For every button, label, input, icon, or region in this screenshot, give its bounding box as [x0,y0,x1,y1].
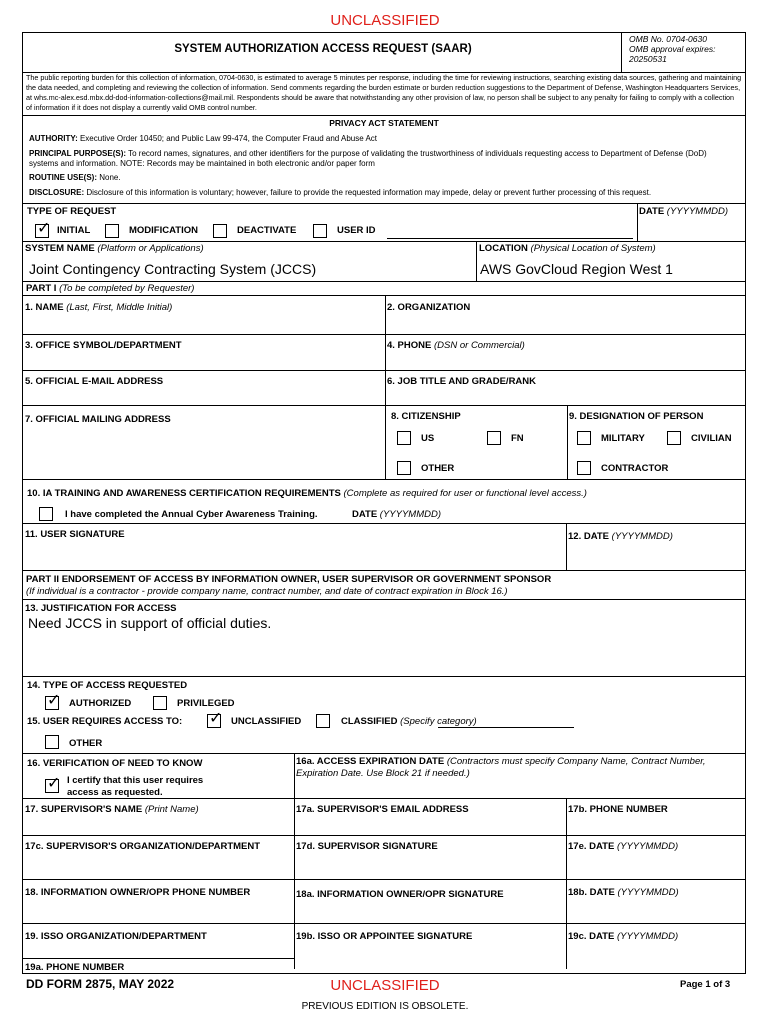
initial-label: INITIAL [57,225,91,236]
form-number: DD FORM 2875, MAY 2022 [26,977,175,991]
modification-label: MODIFICATION [129,225,198,236]
authorized-label: AUTHORIZED [69,698,132,709]
contractor-label: CONTRACTOR [601,463,669,474]
omb-number: OMB No. 0704-0630 [629,34,707,44]
user-sig-date-label: 12. DATE (YYYYMMDD) [568,531,673,542]
mailing-address-label: 7. OFFICIAL MAILING ADDRESS [25,414,171,425]
isso-org-label: 19. ISSO ORGANIZATION/DEPARTMENT [25,931,207,942]
form-title: SYSTEM AUTHORIZATION ACCESS REQUEST (SAAR) [174,43,472,55]
part1-heading: PART I (To be completed by Requester) [26,283,195,294]
privileged-label: PRIVILEGED [177,698,235,709]
modification-checkbox[interactable] [105,224,119,238]
io-phone-label: 18. INFORMATION OWNER/OPR PHONE NUMBER [25,887,251,898]
job-title-label: 6. JOB TITLE AND GRADE/RANK [387,376,537,387]
check-icon: ✓ [37,220,51,237]
ia-date-label: DATE (YYYYMMDD) [352,509,442,520]
user-signature-label: 11. USER SIGNATURE [25,529,125,540]
privacy-heading: PRIVACY ACT STATEMENT [329,118,439,128]
classified-label: CLASSIFIED (Specify category) [341,716,477,727]
name-label: 1. NAME (Last, First, Middle Initial) [25,302,173,313]
authorized-checkbox[interactable] [45,692,61,710]
fn-label: FN [511,433,524,444]
part2-subheading: (If individual is a contractor - provide company name, contract number, and date of contract expiration in Block 16.) [26,586,508,597]
authority-text: AUTHORITY: Executive Order 10450; and Public Law 99-474, the Computer Fraud and Abuse Act [29,134,378,143]
ia-training-label: 10. IA TRAINING AND AWARENESS CERTIFICATION REQUIREMENTS (Complete as required for user or functional level access.) [27,488,587,499]
citizenship-label: 8. CITIZENSHIP [391,411,461,422]
supervisor-name-label: 17. SUPERVISOR'S NAME (Print Name) [25,804,199,815]
saar-form [22,32,746,974]
civilian-checkbox[interactable] [667,431,681,445]
other-access-checkbox[interactable] [45,735,59,749]
location-label: LOCATION (Physical Location of System) [479,243,656,254]
initial-checkbox[interactable] [35,220,51,238]
civilian-label: CIVILIAN [691,433,732,444]
deactivate-checkbox[interactable] [213,224,227,238]
supervisor-org-label: 17c. SUPERVISOR'S ORGANIZATION/DEPARTMENT [25,841,261,852]
page-number: Page 1 of 3 [680,979,731,990]
part2-heading: PART II ENDORSEMENT OF ACCESS BY INFORMATION OWNER, USER SUPERVISOR OR GOVERNMENT SPONSOR [26,574,552,585]
ia-training-checkbox[interactable] [39,507,53,521]
ia-training-completed: I have completed the Annual Cyber Awareness Training. [65,509,318,520]
expiration-hint: Expiration Date. Use Block 21 if needed.) [296,768,470,779]
disclosure-text: DISCLOSURE: Disclosure of this information is voluntary; however, failure to provide the requested information may impede, delay or prevent further processing of this request. [29,188,652,197]
classification-top: UNCLASSIFIED [330,12,440,29]
userid-label: USER ID [337,225,376,236]
certify-text: I certify that this user requires [67,775,204,786]
classified-line [438,727,574,728]
location-value[interactable]: AWS GovCloud Region West 1 [480,261,673,277]
purpose-text: PRINCIPAL PURPOSE(S): To record names, signatures, and other identifiers for the purpose of validating the trustworthiness of individuals requesting access to Department of Defense (DoD) systems and information. NOTE: Records may be maintained in both electronic and/or paper form [29,149,707,168]
classification-bottom: UNCLASSIFIED [330,977,440,994]
requires-access-label: 15. USER REQUIRES ACCESS TO: [27,716,183,727]
office-label: 3. OFFICE SYMBOL/DEPARTMENT [25,340,182,351]
privileged-checkbox[interactable] [153,696,167,710]
system-name-label: SYSTEM NAME (Platform or Applications) [25,243,204,254]
unclassified-label: UNCLASSIFIED [231,716,302,727]
classified-checkbox[interactable] [316,714,330,728]
check-icon: ✓ [47,775,61,792]
designation-label: 9. DESIGNATION OF PERSON [569,411,704,422]
need-to-know-label: 16. VERIFICATION OF NEED TO KNOW [27,758,203,769]
certify-text-2: access as requested. [67,787,163,798]
type-of-request-label: TYPE OF REQUEST [27,206,117,217]
type-access-label: 14. TYPE OF ACCESS REQUESTED [27,680,188,691]
omb-block [629,34,715,64]
request-date-label: DATE (YYYYMMDD) [639,206,729,217]
contractor-checkbox[interactable] [577,461,591,475]
us-checkbox[interactable] [397,431,411,445]
omb-expires: OMB approval expires: [629,44,716,54]
userid-checkbox[interactable] [313,224,327,238]
email-label: 5. OFFICIAL E-MAIL ADDRESS [25,376,164,387]
supervisor-signature-label: 17d. SUPERVISOR SIGNATURE [296,841,438,852]
io-signature-label: 18a. INFORMATION OWNER/OPR SIGNATURE [296,889,504,900]
system-name-value[interactable]: Joint Contingency Contracting System (JCCS) [29,261,317,277]
burden-statement: The public reporting burden for this collection of information, 0704-0630, is estimated to average 5 minutes per response, including the time for reviewing instructions, searching existing data sources, gathering and maintaining the data needed, and completing and reviewing the collection of information. Send comments regarding the burden estimate or burden reduction suggestions to the Department of Defense, Washington Headquarters Services, at whs.mc-alex.esd.mbx.dd-dod-information-collections@mail.mil. Respondents should be aware that notwithstanding any other provision of law, no person shall be subject to any penalty for failing to comply with a collection of information if it does not display a currently valid OMB control number. [26,73,742,112]
routine-text: ROUTINE USE(S): None. [29,173,121,182]
omb-date: 20250531 [629,54,667,64]
userid-line [387,238,633,239]
check-icon: ✓ [209,710,223,727]
supervisor-phone-label: 17b. PHONE NUMBER [568,804,668,815]
military-label: MILITARY [601,433,645,444]
check-icon: ✓ [47,692,61,709]
deactivate-label: DEACTIVATE [237,225,297,236]
supervisor-email-label: 17a. SUPERVISOR'S EMAIL ADDRESS [296,804,469,815]
isso-date-label: 19c. DATE (YYYYMMDD) [568,931,679,942]
supervisor-date-label: 17e. DATE (YYYYMMDD) [568,841,679,852]
certify-checkbox[interactable] [45,775,61,793]
other-citizenship-label: OTHER [421,463,455,474]
other-access-label: OTHER [69,738,103,749]
military-checkbox[interactable] [577,431,591,445]
expiration-label: 16a. ACCESS EXPIRATION DATE (Contractors must specify Company Name, Contract Number, [296,756,706,767]
justification-value[interactable]: Need JCCS in support of official duties. [28,615,272,631]
fn-checkbox[interactable] [487,431,501,445]
io-date-label: 18b. DATE (YYYYMMDD) [568,887,679,898]
isso-phone-label: 19a. PHONE NUMBER [25,962,125,973]
isso-signature-label: 19b. ISSO OR APPOINTEE SIGNATURE [296,931,473,942]
justification-label: 13. JUSTIFICATION FOR ACCESS [25,603,177,614]
unclassified-checkbox[interactable] [207,710,223,728]
obsolete-notice: PREVIOUS EDITION IS OBSOLETE. [301,1001,469,1012]
us-label: US [421,433,435,444]
phone-label: 4. PHONE (DSN or Commercial) [387,340,525,351]
organization-label: 2. ORGANIZATION [387,302,471,313]
other-citizenship-checkbox[interactable] [397,461,411,475]
